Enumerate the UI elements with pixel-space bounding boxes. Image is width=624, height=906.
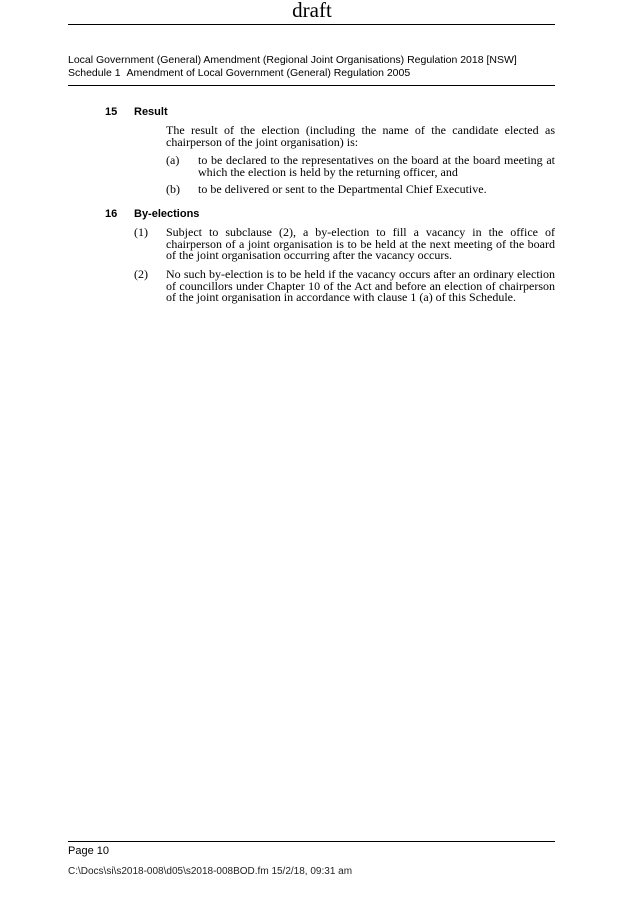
clause-title: Result xyxy=(134,106,168,118)
header-rule xyxy=(68,85,555,86)
footer-rule xyxy=(68,841,555,842)
subclause-label: (2) xyxy=(134,267,148,281)
clause-title: By-elections xyxy=(134,208,200,220)
running-header-schedule xyxy=(68,67,410,80)
page-number: Page 10 xyxy=(68,845,109,857)
clause-intro: The result of the election (including the name of the candidate elected as chairperson of the joint organisation) is: xyxy=(166,123,555,149)
item-text: to be declared to the representatives on the board at the board meeting at which the election is held by the returning officer, and xyxy=(198,153,555,179)
subclause-label: (1) xyxy=(134,225,148,239)
clause-number: 15 xyxy=(105,106,118,118)
subclause-text: Subject to subclause (2), a by-election to fill a vacancy in the office of chairperson of a joint organisation is to be held at the next meeting of the board of the joint organisation occurring after the vacancy occurs. xyxy=(166,225,555,263)
subclause-text: No such by-election is to be held if the vacancy occurs after an ordinary election of councillors under Chapter 10 of the Act and before an election of chairperson of the joint organisation in accordance with clause 1 (a) of this Schedule. xyxy=(166,267,555,305)
item-text: to be delivered or sent to the Departmental Chief Executive. xyxy=(198,182,487,196)
item-label: (b) xyxy=(166,182,180,196)
schedule-title: Amendment of Local Government (General) Regulation 2005 xyxy=(126,67,411,79)
draft-watermark: draft xyxy=(292,0,332,22)
clause-number: 16 xyxy=(105,208,118,220)
item-label: (a) xyxy=(166,153,180,167)
top-rule xyxy=(68,24,555,25)
schedule-label: Schedule 1 xyxy=(68,67,121,79)
file-path: C:\Docs\si\s2018-008\d05\s2018-008BOD.fm 15/2/18, 09:31 am xyxy=(68,866,353,877)
running-header-title: Local Government (General) Amendment (Regional Joint Organisations) Regulation 2018 [NSW] xyxy=(68,54,517,66)
